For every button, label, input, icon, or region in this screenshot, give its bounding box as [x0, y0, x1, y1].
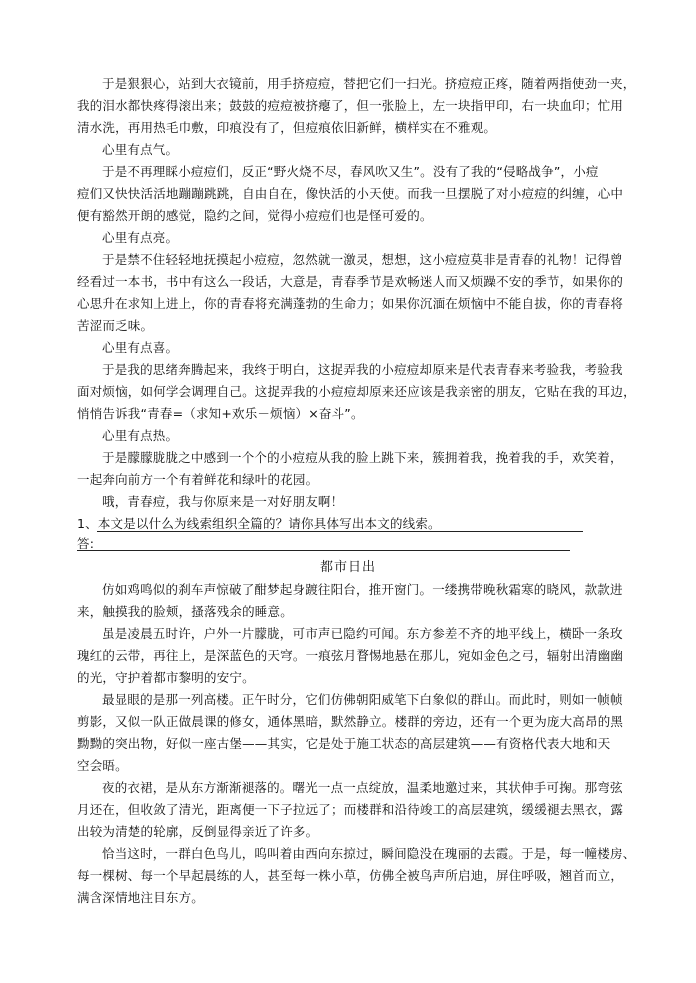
- essay2-line: 仿如鸡鸣似的刹车声惊破了酣梦起身踱往阳台，推开窗门。一缕携带晚秋霜寒的晓风，款款进: [102, 582, 623, 597]
- essay2-line: 夜的衣裙，是从东方渐渐褪落的。曙光一点一点绽放，温柔地邀过来，其状伸手可掬。那弯弦: [102, 780, 623, 795]
- essay1-line: 于是我的思绪奔腾起来，我终于明白，这捉弄我的小痘痘却原来是代表青春来考验我，考验我: [102, 362, 623, 377]
- essay2-line: 最显眼的是那一列高楼。正午时分，它们仿佛朝阳威笔下白象似的群山。而此时，则如一帧帧: [102, 692, 623, 707]
- essay2-line: 剪影，又似一队正做晨课的修女，通体黑暗，默然静立。楼群的旁边，还有一个更为庞大高昂的黑: [77, 714, 624, 729]
- essay2-line: 每一棵树、每一个早起晨练的人，甚至每一株小草，仿佛全被鸟声所启迪，屏住呼吸，翘首而立，: [77, 868, 624, 883]
- essay1-line: 悄悄告诉我“青春=（求知+欢乐－烦恼）×奋斗”。: [77, 406, 364, 421]
- essay1-line: 苦涩而乏味。: [77, 318, 154, 333]
- question-text: 1、本文是以什么为线索组织全篇的？请你具体写出本文的线索。: [77, 516, 441, 531]
- essay2-line: 黝黝的突出物，好似一座古堡——其实，它是处于施工状态的高层建筑——有资格代表大地和天: [77, 736, 611, 751]
- essay1-line: 心里有点气。: [102, 142, 179, 157]
- essay2-line: 来，触摸我的脸颊，搔落残余的睡意。: [77, 604, 293, 619]
- essay1-line: 心思升在求知上进上，你的青春将充满蓬勃的生命力；如果你沉湎在烦恼中不能自拔，你的青春将: [77, 296, 624, 311]
- essay2-title: 都市日出: [319, 560, 376, 575]
- answer-underline[interactable]: [77, 550, 570, 551]
- essay2-line: 空会晤。: [77, 758, 128, 773]
- essay1-line: 清水洗，再用热毛巾敷，印痕没有了，但痘痕依旧新鲜，横样实在不雅观。: [77, 120, 497, 135]
- essay1-line: 便有豁然开朗的感觉，隐约之间，觉得小痘痘们也是怪可爱的。: [77, 208, 433, 223]
- essay2-line: 虽是凌晨五时许，户外一片朦胧，可市声已隐约可闻。东方参差不齐的地平线上，横卧一条玫: [102, 626, 623, 641]
- essay2-line: 的光，守护着都市黎明的安宁。: [77, 670, 255, 685]
- answer-label: 答:: [77, 536, 95, 551]
- essay1-line: 哦，青春痘，我与你原来是一对好朋友啊！: [102, 494, 344, 509]
- essay2-line: 出较为清楚的轮廓，反倒显得亲近了许多。: [77, 824, 319, 839]
- answer-underline[interactable]: [97, 531, 583, 532]
- essay1-line: 面对烦恼，如何学会调理自己。这捉弄我的小痘痘却原来还应该是我亲密的朋友，它贴在我的耳边，: [77, 384, 636, 399]
- essay1-line: 于是朦朦胧胧之中感到一个个的小痘痘从我的脸上跳下来，簇拥着我，挽着我的手，欢笑着，: [102, 450, 623, 465]
- essay1-line: 心里有点亮。: [102, 230, 179, 245]
- essay1-line: 我的泪水都快疼得滚出来；鼓鼓的痘痘被挤瘪了，但一张脸上，左一块指甲印，右一块血印；忙用: [77, 98, 624, 113]
- essay1-line: 痘们又快快活活地蹦蹦跳跳，自由自在，像快活的小天使。而我一旦摆脱了对小痘痘的纠缠，心中: [77, 186, 624, 201]
- essay2-line: 瑰红的云带，再往上，是深蓝色的天穹。一痕弦月瞀惕地悬在那儿，宛如金色之弓，辐射出清幽幽: [77, 648, 624, 663]
- essay2-line: 满含深情地注目东方。: [77, 890, 205, 905]
- essay1-line: 心里有点热。: [102, 428, 179, 443]
- essay1-line: 经看过一本书，书中有这么一段话，大意是，青春季节是欢畅迷人而又烦躁不安的季节，如果你的: [77, 274, 624, 289]
- essay1-line: 于是狠狠心，站到大衣镜前，用手挤痘痘，替把它们一扫光。挤痘痘正疼，随着两指使劲一夹，: [102, 76, 636, 91]
- essay1-line: 于是禁不住轻轻地抚摸起小痘痘，忽然就一激灵，想想，这小痘痘莫非是青春的礼物！记得曾: [102, 252, 623, 267]
- essay1-line: 于是不再理睬小痘痘们，反正“野火烧不尽，春风吹又生”。没有了我的“侵略战争”，小痘: [102, 164, 599, 179]
- essay2-line: 月还在，但收敛了清光，距离便一下子拉远了；而楼群和沿待竣工的高层建筑，缓缓褪去黑衣，露: [77, 802, 624, 817]
- essay1-line: 一起奔向前方一个有着鲜花和绿叶的花园。: [77, 472, 319, 487]
- essay2-line: 恰当这时，一群白色鸟儿，呜叫着由西向东掠过，瞬间隐没在瑰丽的去霞。于是，每一幢楼房、: [102, 846, 636, 861]
- essay1-line: 心里有点喜。: [102, 340, 179, 355]
